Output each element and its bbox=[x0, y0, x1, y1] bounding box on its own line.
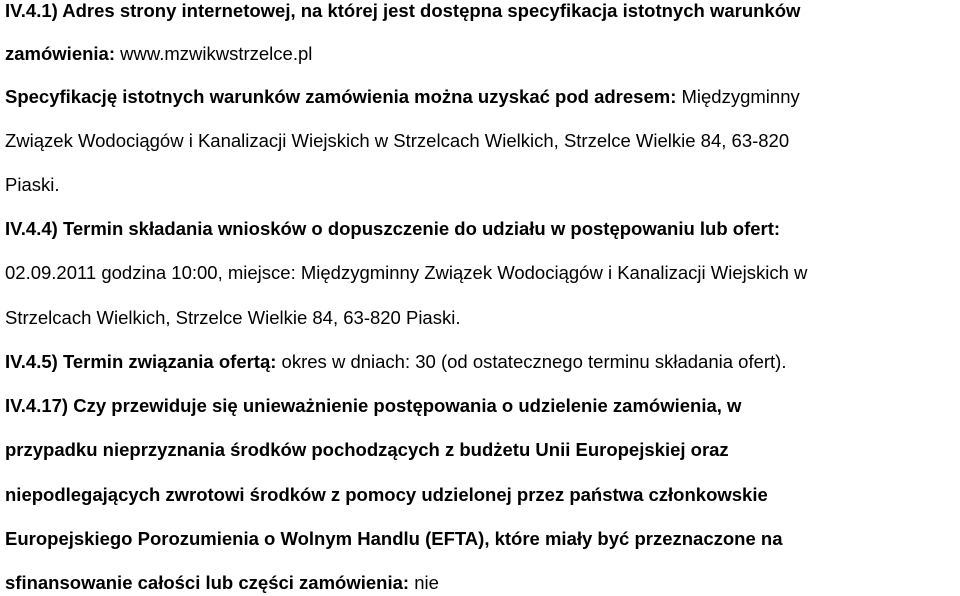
spec-address-line2: Związek Wodociągów i Kanalizacji Wiejskich w Strzelcach Wielkich, Strzelce Wielkie 84, 63-820 bbox=[5, 130, 790, 151]
section-iv417-question-end: sfinansowanie całości lub części zamówienia: bbox=[5, 572, 410, 593]
section-iv417-line1: IV.4.17) Czy przewiduje się unieważnienie postępowania o udzielenie zamówienia, w bbox=[5, 395, 742, 416]
spec-address-value-1: Międzygminny bbox=[676, 86, 800, 107]
section-iv41-label: zamówienia: bbox=[5, 43, 115, 64]
section-iv417-answer: nie bbox=[409, 572, 439, 593]
section-iv44-value-line2: Strzelcach Wielkich, Strzelce Wielkie 84, 63-820 Piaski. bbox=[5, 307, 461, 328]
spec-address-label: Specyfikację istotnych warunków zamówienia można uzyskać pod adresem: bbox=[5, 86, 677, 107]
website-address: www.mzwikwstrzelce.pl bbox=[115, 43, 313, 64]
section-iv417-line4: Europejskiego Porozumienia o Wolnym Handlu (EFTA), które miały być przeznaczone na bbox=[5, 528, 783, 549]
spec-address-line3: Piaski. bbox=[5, 174, 60, 195]
section-iv417-line3: niepodlegających zwrotowi środków z pomocy udzielonej przez państwa członkowskie bbox=[5, 484, 768, 505]
section-iv41-heading-line1: IV.4.1) Adres strony internetowej, na której jest dostępna specyfikacja istotnych warunków bbox=[5, 0, 801, 21]
section-iv41-heading-line2 bbox=[5, 43, 312, 65]
spec-address-line1 bbox=[5, 86, 800, 108]
section-iv417-line5 bbox=[5, 572, 439, 594]
section-iv45-line bbox=[5, 351, 786, 373]
section-iv45-value: okres w dniach: 30 (od ostatecznego terminu składania ofert). bbox=[276, 351, 787, 372]
section-iv417-line2: przypadku nieprzyznania środków pochodzących z budżetu Unii Europejskiej oraz bbox=[5, 439, 729, 460]
section-iv44-value-line1: 02.09.2011 godzina 10:00, miejsce: Międzygminny Związek Wodociągów i Kanalizacji Wiejskich w bbox=[5, 262, 808, 283]
section-iv44-heading: IV.4.4) Termin składania wniosków o dopuszczenie do udziału w postępowaniu lub ofert: bbox=[5, 218, 781, 239]
section-iv45-heading: IV.4.5) Termin związania ofertą: bbox=[5, 351, 277, 372]
